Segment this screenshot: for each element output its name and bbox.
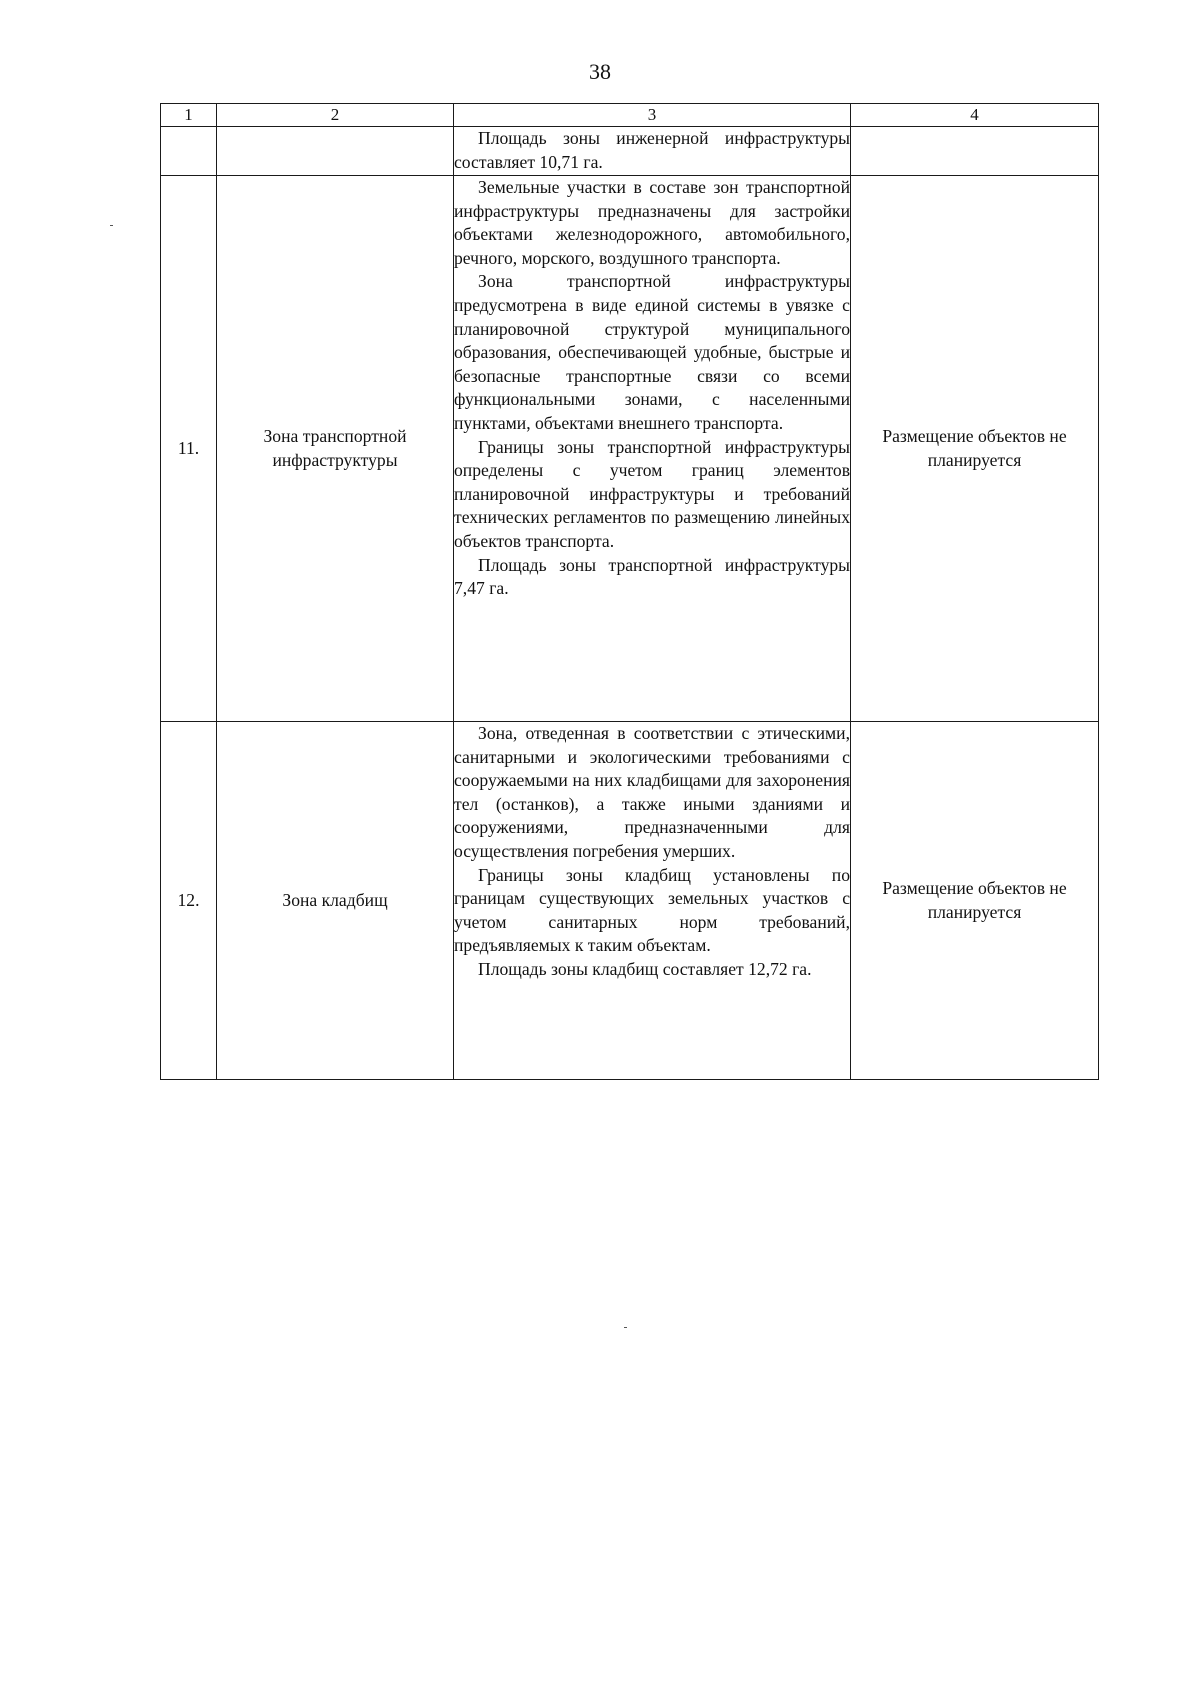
table-header-row <box>161 104 1099 127</box>
row-number: 12. <box>161 722 217 1080</box>
zone-name <box>217 127 454 176</box>
zone-name: Зона кладбищ <box>217 722 454 1080</box>
description-paragraph: Границы зоны кладбищ установлены по границам существующих земельных участков с учетом санитарных норм требований, предъявляемых к таким объектам. <box>454 864 850 956</box>
description-paragraph: Площадь зоны транспортной инфраструктуры 7,47 га. <box>454 554 850 599</box>
table-row <box>161 127 1099 176</box>
placement-plan <box>851 127 1099 176</box>
row-number <box>161 127 217 176</box>
zone-description <box>454 176 851 722</box>
table-row <box>161 176 1099 722</box>
description-paragraph: Границы зоны транспортной инфраструктуры определены с учетом границ элементов планировочной инфраструктуры и требований технических регламентов по размещению линейных объектов транспорта. <box>454 436 850 551</box>
header-col-3: 3 <box>454 104 851 127</box>
table-row <box>161 722 1099 1080</box>
header-col-2: 2 <box>217 104 454 127</box>
description-paragraph: Земельные участки в составе зон транспортной инфраструктуры предназначены для застройки объектами железнодорожного, автомобильного, речного, морского, воздушного транспорта. <box>454 177 850 268</box>
placement-plan: Размещение объектов не планируется <box>851 176 1099 722</box>
scan-speck <box>110 225 113 226</box>
scan-speck <box>624 1327 627 1328</box>
header-col-1: 1 <box>161 104 217 127</box>
header-col-4: 4 <box>851 104 1099 127</box>
placement-plan: Размещение объектов не планируется <box>851 722 1099 1080</box>
zone-description <box>454 722 851 1080</box>
description-paragraph: Зона транспортной инфраструктуры предусмотрена в виде единой системы в увязке с планировочной структурой муниципального образования, обеспечивающей удобные, быстрые и безопасные транспортные связи со всеми функциональными зонами, с населенными пунктами, объектами внешнего транспорта. <box>454 271 850 433</box>
description-paragraph: Зона, отведенная в соответствии с этическими, санитарными и экологическими требованиями с сооружаемыми на них кладбищами для захоронения тел (останков), а также иными зданиями и сооружениями, предназначенными для осуществления погребения умерших. <box>454 723 850 861</box>
page-number: 38 <box>589 59 611 84</box>
description-paragraph: Площадь зоны кладбищ составляет 12,72 га. <box>478 958 812 979</box>
zone-name: Зона транспортной инфраструктуры <box>217 176 454 722</box>
row-number: 11. <box>161 176 217 722</box>
zone-description <box>454 127 851 176</box>
zones-table <box>160 103 1099 1080</box>
description-paragraph: Площадь зоны инженерной инфраструктуры составляет 10,71 га. <box>454 128 850 172</box>
